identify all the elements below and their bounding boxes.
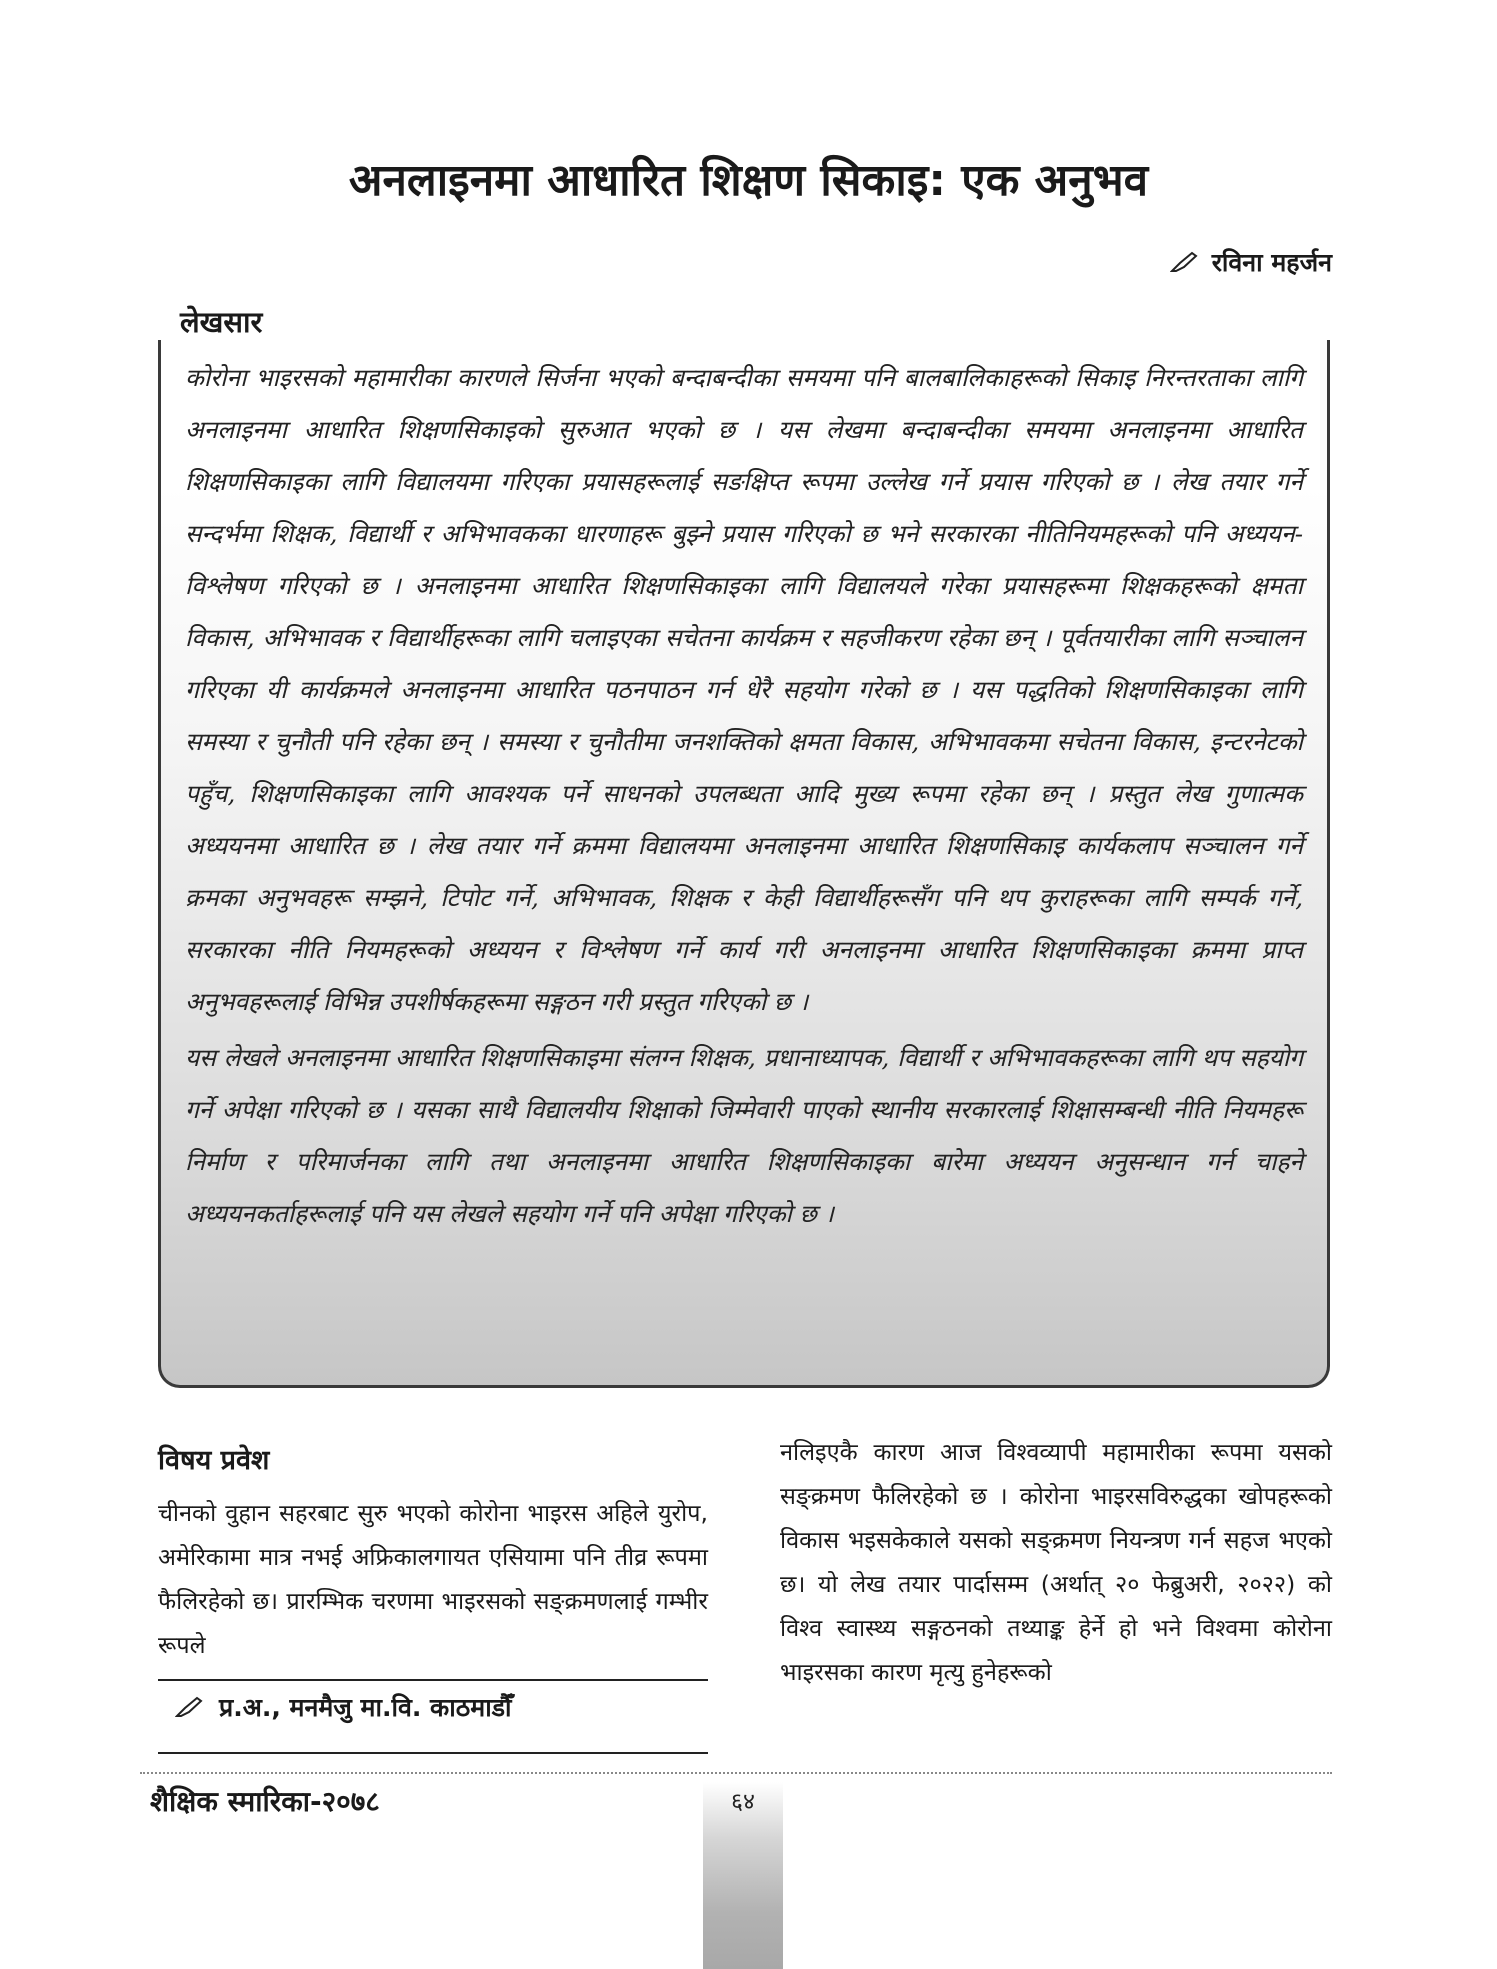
- introduction-right-text: नलिइएकै कारण आज विश्वव्यापी महामारीका रूपमा यसको सङ्क्रमण फैलिरहेको छ । कोरोना भाइरसविरुद्धका खोपहरूको विकास भइसकेकाले यसको सङ्क्रमण नियन्त्रण गर्न सहज भएको छ। यो लेख तयार पार्दासम्म (अर्थात् २० फेब्रुअरी, २०२२) को विश्व स्वास्थ्य सङ्गठनको तथ्याङ्क हेर्ने हो भने विश्वमा कोरोना भाइरसका कारण मृत्यु हुनेहरूको: [780, 1438, 1332, 1686]
- abstract-paragraph-2: यस लेखले अनलाइनमा आधारित शिक्षणसिकाइमा संलग्न शिक्षक, प्रधानाध्यापक, विद्यार्थी र अभिभावकहरूका लागि थप सहयोग गर्ने अपेक्षा गरिएको छ । यसका साथै विद्यालयीय शिक्षाको जिम्मेवारी पाएको स्थानीय सरकारलाई शिक्षासम्बन्धी नीति नियमहरू निर्माण र परिमार्जनका लागि तथा अनलाइनमा आधारित शिक्षणसिकाइका बारेमा अध्ययन अनुसन्धान गर्न चाहने अध्ययनकर्ताहरूलाई पनि यस लेखले सहयोग गर्ने पनि अपेक्षा गरिएको छ ।: [185, 1043, 1303, 1228]
- abstract-heading: लेखसार: [180, 305, 263, 339]
- pen-writing-icon: [175, 1696, 203, 1718]
- introduction-heading: विषय प्रवेश: [158, 1445, 270, 1476]
- page-number-tab: [703, 1782, 783, 1969]
- affiliation-text: प्र.अ., मनमैजु मा.वि. काठमाडौँ: [219, 1693, 512, 1722]
- article-title: अनलाइनमा आधारित शिक्षण सिकाइ: एक अनुभव: [348, 155, 1149, 206]
- right-column: [780, 1430, 1332, 1694]
- abstract-paragraph-1: कोरोना भाइरसको महामारीका कारणले सिर्जना भएको बन्दाबन्दीका समयमा पनि बालबालिकाहरूको सिकाइ निरन्तरताका लागि अनलाइनमा आधारित शिक्षणसिकाइको सुरुआत भएको छ । यस लेखमा बन्दाबन्दीका समयमा अनलाइनमा आधारित शिक्षणसिकाइका लागि विद्यालयमा गरिएका प्रयासहरूलाई सङक्षिप्त रूपमा उल्लेख गर्ने प्रयास गरिएको छ । लेख तयार गर्ने सन्दर्भमा शिक्षक, विद्यार्थी र अभिभावकका धारणाहरू बुझ्ने प्रयास गरिएको छ भने सरकारका नीतिनियमहरूको पनि अध्ययन-विश्लेषण गरिएको छ । अनलाइनमा आधारित शिक्षणसिकाइका लागि विद्यालयले गरेका प्रयासहरूमा शिक्षकहरूको क्षमता विकास, अभिभावक र विद्यार्थीहरूका लागि चलाइएका सचेतना कार्यक्रम र सहजीकरण रहेका छन् । पूर्वतयारीका लागि सञ्चालन गरिएका यी कार्यक्रमले अनलाइनमा आधारित पठनपाठन गर्न धेरै सहयोग गरेको छ । यस पद्धतिको शिक्षणसिकाइका लागि समस्या र चुनौती पनि रहेका छन् । समस्या र चुनौतीमा जनशक्तिको क्षमता विकास, अभिभावकमा सचेतना विकास, इन्टरनेटको पहुँच, शिक्षणसिकाइका लागि आवश्यक पर्ने साधनको उपलब्धता आदि मुख्य रूपमा रहेका छन् । प्रस्तुत लेख गुणात्मक अध्ययनमा आधारित छ । लेख तयार गर्ने क्रममा विद्यालयमा अनलाइनमा आधारित शिक्षणसिकाइ कार्यकलाप सञ्चालन गर्ने क्रमका अनुभवहरू सम्झने, टिपोट गर्ने, अभिभावक, शिक्षक र केही विद्यार्थीहरूसँग पनि थप कुराहरूका लागि सम्पर्क गर्ने, सरकारका नीति नियमहरूको अध्ययन र विश्लेषण गर्ने कार्य गरी अनलाइनमा आधारित शिक्षणसिकाइका क्रममा प्राप्त अनुभवहरूलाई विभिन्न उपशीर्षकहरूमा सङ्गठन गरी प्रस्तुत गरिएको छ ।: [185, 363, 1303, 1016]
- publication-name: शैक्षिक स्मारिका-२०७८: [150, 1785, 380, 1818]
- left-column: [158, 1440, 708, 1667]
- page-number: ६४: [731, 1789, 755, 1815]
- author-name: रविना महर्जन: [1211, 248, 1332, 277]
- introduction-left-text: चीनको वुहान सहरबाट सुरु भएको कोरोना भाइरस अहिले युरोप, अमेरिकामा मात्र नभई अफ्रिकालगायत एसियामा पनि तीव्र रूपमा फैलिरहेको छ। प्रारम्भिक चरणमा भाइरसको सङ्क्रमणलाई गम्भीर रूपले: [158, 1499, 708, 1659]
- author-affiliation-note: [175, 1690, 512, 1724]
- footnote-divider-top: [158, 1679, 708, 1681]
- author-line: [1170, 245, 1332, 279]
- footnote-divider-bottom: [158, 1752, 708, 1754]
- abstract-box: [158, 340, 1330, 1388]
- pen-writing-icon: [1170, 251, 1198, 273]
- footer-divider: [140, 1772, 1332, 1774]
